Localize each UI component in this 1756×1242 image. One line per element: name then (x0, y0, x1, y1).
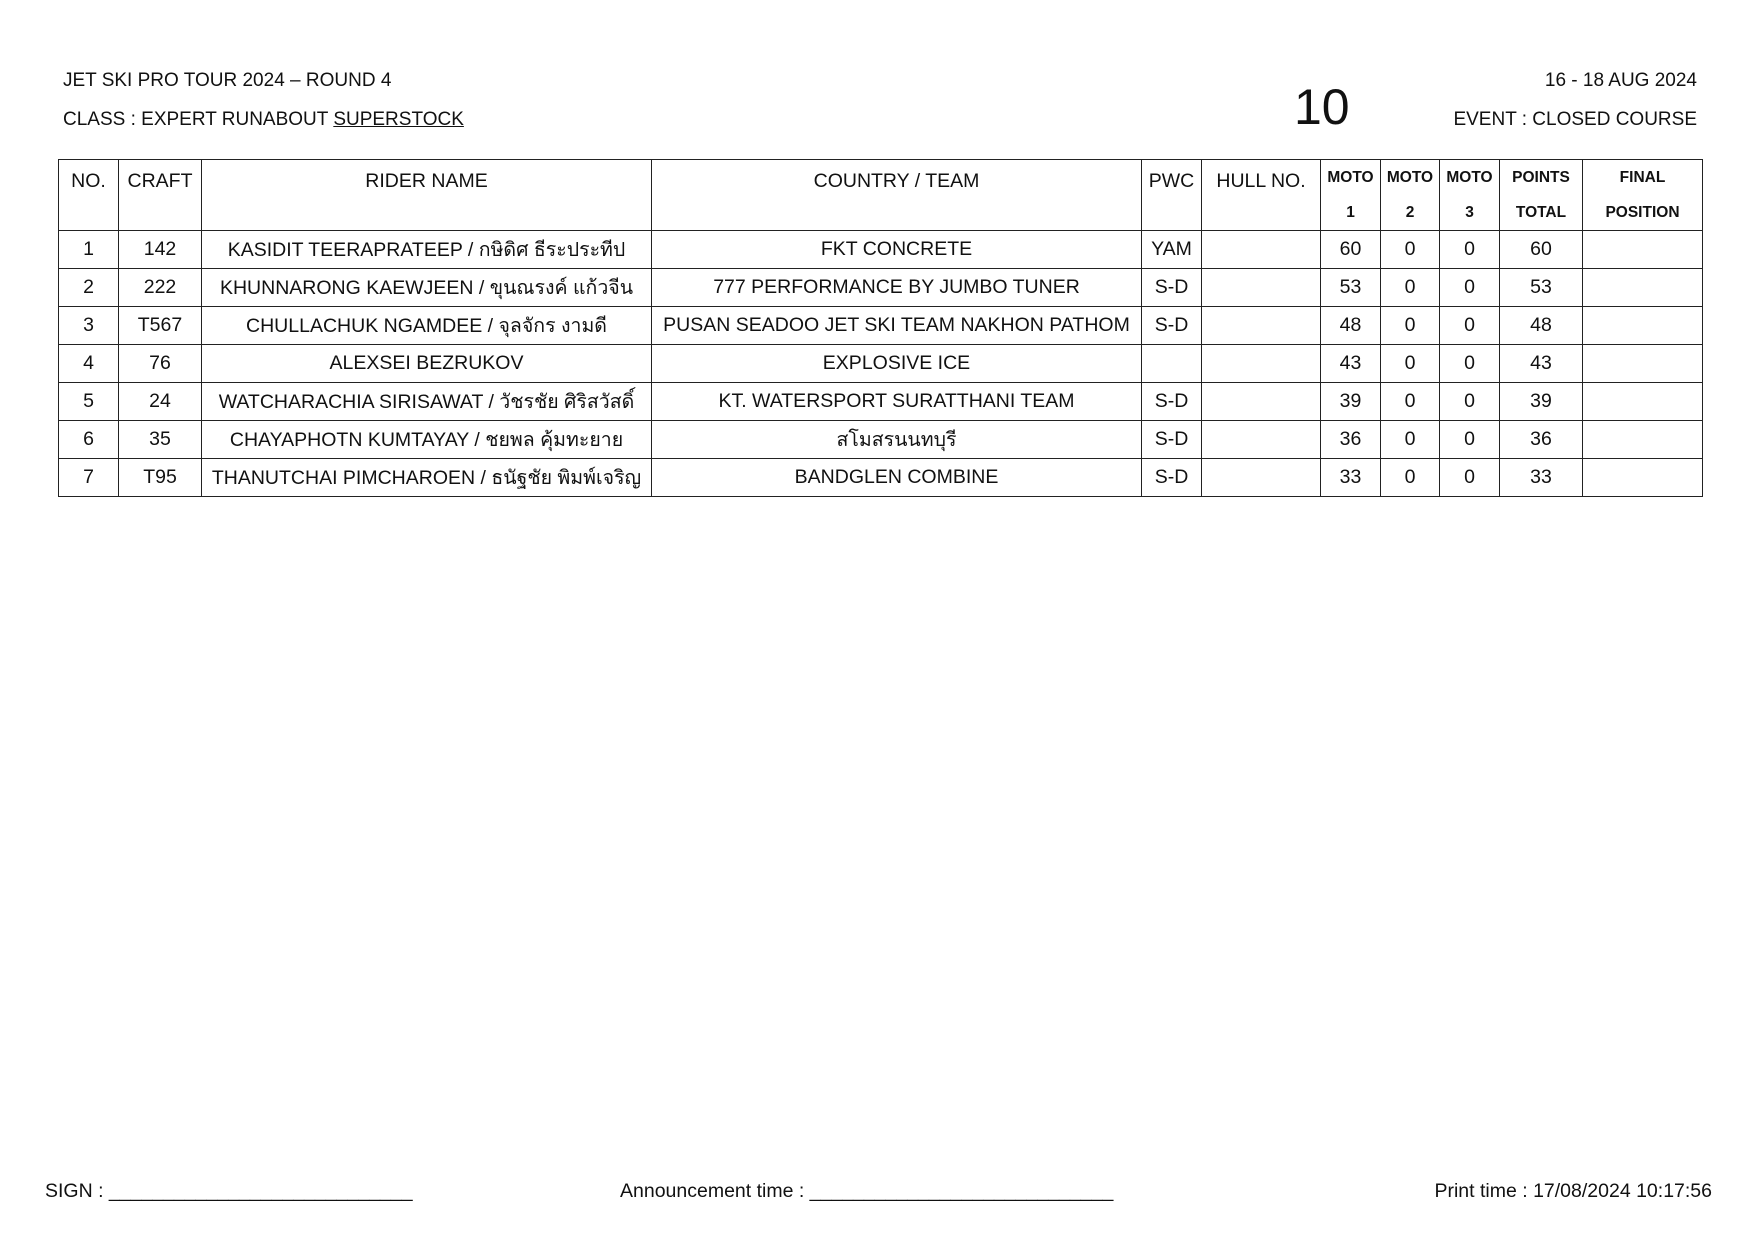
cell-hull-no (1202, 231, 1321, 269)
table-row (59, 459, 1703, 497)
cell-final-position (1583, 231, 1703, 269)
cell-pwc: S-D (1142, 421, 1202, 459)
cell-country-team: สโมสรนนทบุรี (652, 421, 1142, 459)
cell-moto-1: 53 (1321, 269, 1381, 307)
cell-rider-name: KHUNNARONG KAEWJEEN / ขุนณรงค์ แก้วจีน (202, 269, 652, 307)
table-header-row (59, 160, 1703, 231)
header-craft: CRAFT (119, 160, 202, 231)
class-line (63, 109, 464, 131)
cell-craft: 76 (119, 345, 202, 383)
cell-no: 1 (59, 231, 119, 269)
cell-no: 2 (59, 269, 119, 307)
cell-moto-3: 0 (1440, 459, 1500, 497)
cell-final-position (1583, 345, 1703, 383)
cell-country-team: KT. WATERSPORT SURATTHANI TEAM (652, 383, 1142, 421)
cell-hull-no (1202, 383, 1321, 421)
cell-points-total: 48 (1500, 307, 1583, 345)
cell-no: 6 (59, 421, 119, 459)
cell-pwc: YAM (1142, 231, 1202, 269)
header-pwc: PWC (1142, 160, 1202, 231)
cell-country-team: BANDGLEN COMBINE (652, 459, 1142, 497)
cell-moto-2: 0 (1381, 459, 1440, 497)
table-row (59, 269, 1703, 307)
cell-moto-3: 0 (1440, 421, 1500, 459)
table-row (59, 383, 1703, 421)
cell-points-total: 39 (1500, 383, 1583, 421)
header-points-total: POINTS TOTAL (1500, 160, 1583, 231)
cell-country-team: EXPLOSIVE ICE (652, 345, 1142, 383)
cell-moto-2: 0 (1381, 307, 1440, 345)
cell-points-total: 60 (1500, 231, 1583, 269)
cell-final-position (1583, 459, 1703, 497)
cell-moto-3: 0 (1440, 231, 1500, 269)
cell-final-position (1583, 421, 1703, 459)
table-row (59, 231, 1703, 269)
cell-country-team: PUSAN SEADOO JET SKI TEAM NAKHON PATHOM (652, 307, 1142, 345)
cell-points-total: 33 (1500, 459, 1583, 497)
cell-rider-name: THANUTCHAI PIMCHAROEN / ธนัฐชัย พิมพ์เจริญ (202, 459, 652, 497)
heat-number: 10 (1294, 79, 1350, 135)
header-country-team: COUNTRY / TEAM (652, 160, 1142, 231)
cell-pwc: S-D (1142, 269, 1202, 307)
cell-pwc: S-D (1142, 383, 1202, 421)
results-table (58, 159, 1703, 497)
cell-no: 4 (59, 345, 119, 383)
cell-moto-1: 43 (1321, 345, 1381, 383)
cell-moto-3: 0 (1440, 383, 1500, 421)
cell-moto-3: 0 (1440, 307, 1500, 345)
cell-craft: T567 (119, 307, 202, 345)
cell-points-total: 53 (1500, 269, 1583, 307)
cell-craft: T95 (119, 459, 202, 497)
cell-no: 5 (59, 383, 119, 421)
cell-moto-2: 0 (1381, 421, 1440, 459)
cell-moto-2: 0 (1381, 345, 1440, 383)
header-hull-no: HULL NO. (1202, 160, 1321, 231)
cell-rider-name: WATCHARACHIA SIRISAWAT / วัชรชัย ศิริสวัสดิ์ (202, 383, 652, 421)
cell-no: 3 (59, 307, 119, 345)
cell-country-team: FKT CONCRETE (652, 231, 1142, 269)
cell-craft: 24 (119, 383, 202, 421)
class-prefix: CLASS : EXPERT RUNABOUT (63, 109, 334, 130)
cell-final-position (1583, 269, 1703, 307)
cell-final-position (1583, 383, 1703, 421)
cell-moto-1: 39 (1321, 383, 1381, 421)
cell-rider-name: CHULLACHUK NGAMDEE / จุลจักร งามดี (202, 307, 652, 345)
cell-moto-2: 0 (1381, 269, 1440, 307)
cell-hull-no (1202, 421, 1321, 459)
cell-points-total: 43 (1500, 345, 1583, 383)
header-no: NO. (59, 160, 119, 231)
table-row (59, 421, 1703, 459)
cell-moto-3: 0 (1440, 269, 1500, 307)
cell-rider-name: CHAYAPHOTN KUMTAYAY / ชยพล คุ้มทะยาย (202, 421, 652, 459)
cell-hull-no (1202, 269, 1321, 307)
cell-hull-no (1202, 307, 1321, 345)
cell-pwc: S-D (1142, 307, 1202, 345)
event-date: 16 - 18 AUG 2024 (1544, 70, 1697, 91)
cell-pwc (1142, 345, 1202, 383)
header-final-position: FINAL POSITION (1583, 160, 1703, 231)
event-type: EVENT : CLOSED COURSE (1453, 109, 1697, 130)
cell-moto-3: 0 (1440, 345, 1500, 383)
cell-moto-1: 60 (1321, 231, 1381, 269)
sign-line: SIGN : ____________________________ (45, 1180, 413, 1202)
cell-moto-2: 0 (1381, 231, 1440, 269)
cell-pwc: S-D (1142, 459, 1202, 497)
cell-hull-no (1202, 459, 1321, 497)
table-row (59, 345, 1703, 383)
cell-craft: 35 (119, 421, 202, 459)
table-row (59, 307, 1703, 345)
cell-rider-name: KASIDIT TEERAPRATEEP / กษิดิศ ธีระประทีป (202, 231, 652, 269)
cell-moto-2: 0 (1381, 383, 1440, 421)
cell-moto-1: 36 (1321, 421, 1381, 459)
header-moto-2: MOTO 2 (1381, 160, 1440, 231)
header-rider-name: RIDER NAME (202, 160, 652, 231)
cell-rider-name: ALEXSEI BEZRUKOV (202, 345, 652, 383)
cell-hull-no (1202, 345, 1321, 383)
cell-craft: 222 (119, 269, 202, 307)
cell-no: 7 (59, 459, 119, 497)
cell-craft: 142 (119, 231, 202, 269)
cell-country-team: 777 PERFORMANCE BY JUMBO TUNER (652, 269, 1142, 307)
cell-moto-1: 33 (1321, 459, 1381, 497)
header-moto-1: MOTO 1 (1321, 160, 1381, 231)
event-title: JET SKI PRO TOUR 2024 – ROUND 4 (63, 70, 392, 91)
cell-points-total: 36 (1500, 421, 1583, 459)
header-moto-3: MOTO 3 (1440, 160, 1500, 231)
class-name: SUPERSTOCK (333, 109, 464, 130)
announcement-time-line: Announcement time : ____________________________ (620, 1180, 1114, 1202)
cell-moto-1: 48 (1321, 307, 1381, 345)
cell-final-position (1583, 307, 1703, 345)
print-time: Print time : 17/08/2024 10:17:56 (1434, 1180, 1712, 1202)
